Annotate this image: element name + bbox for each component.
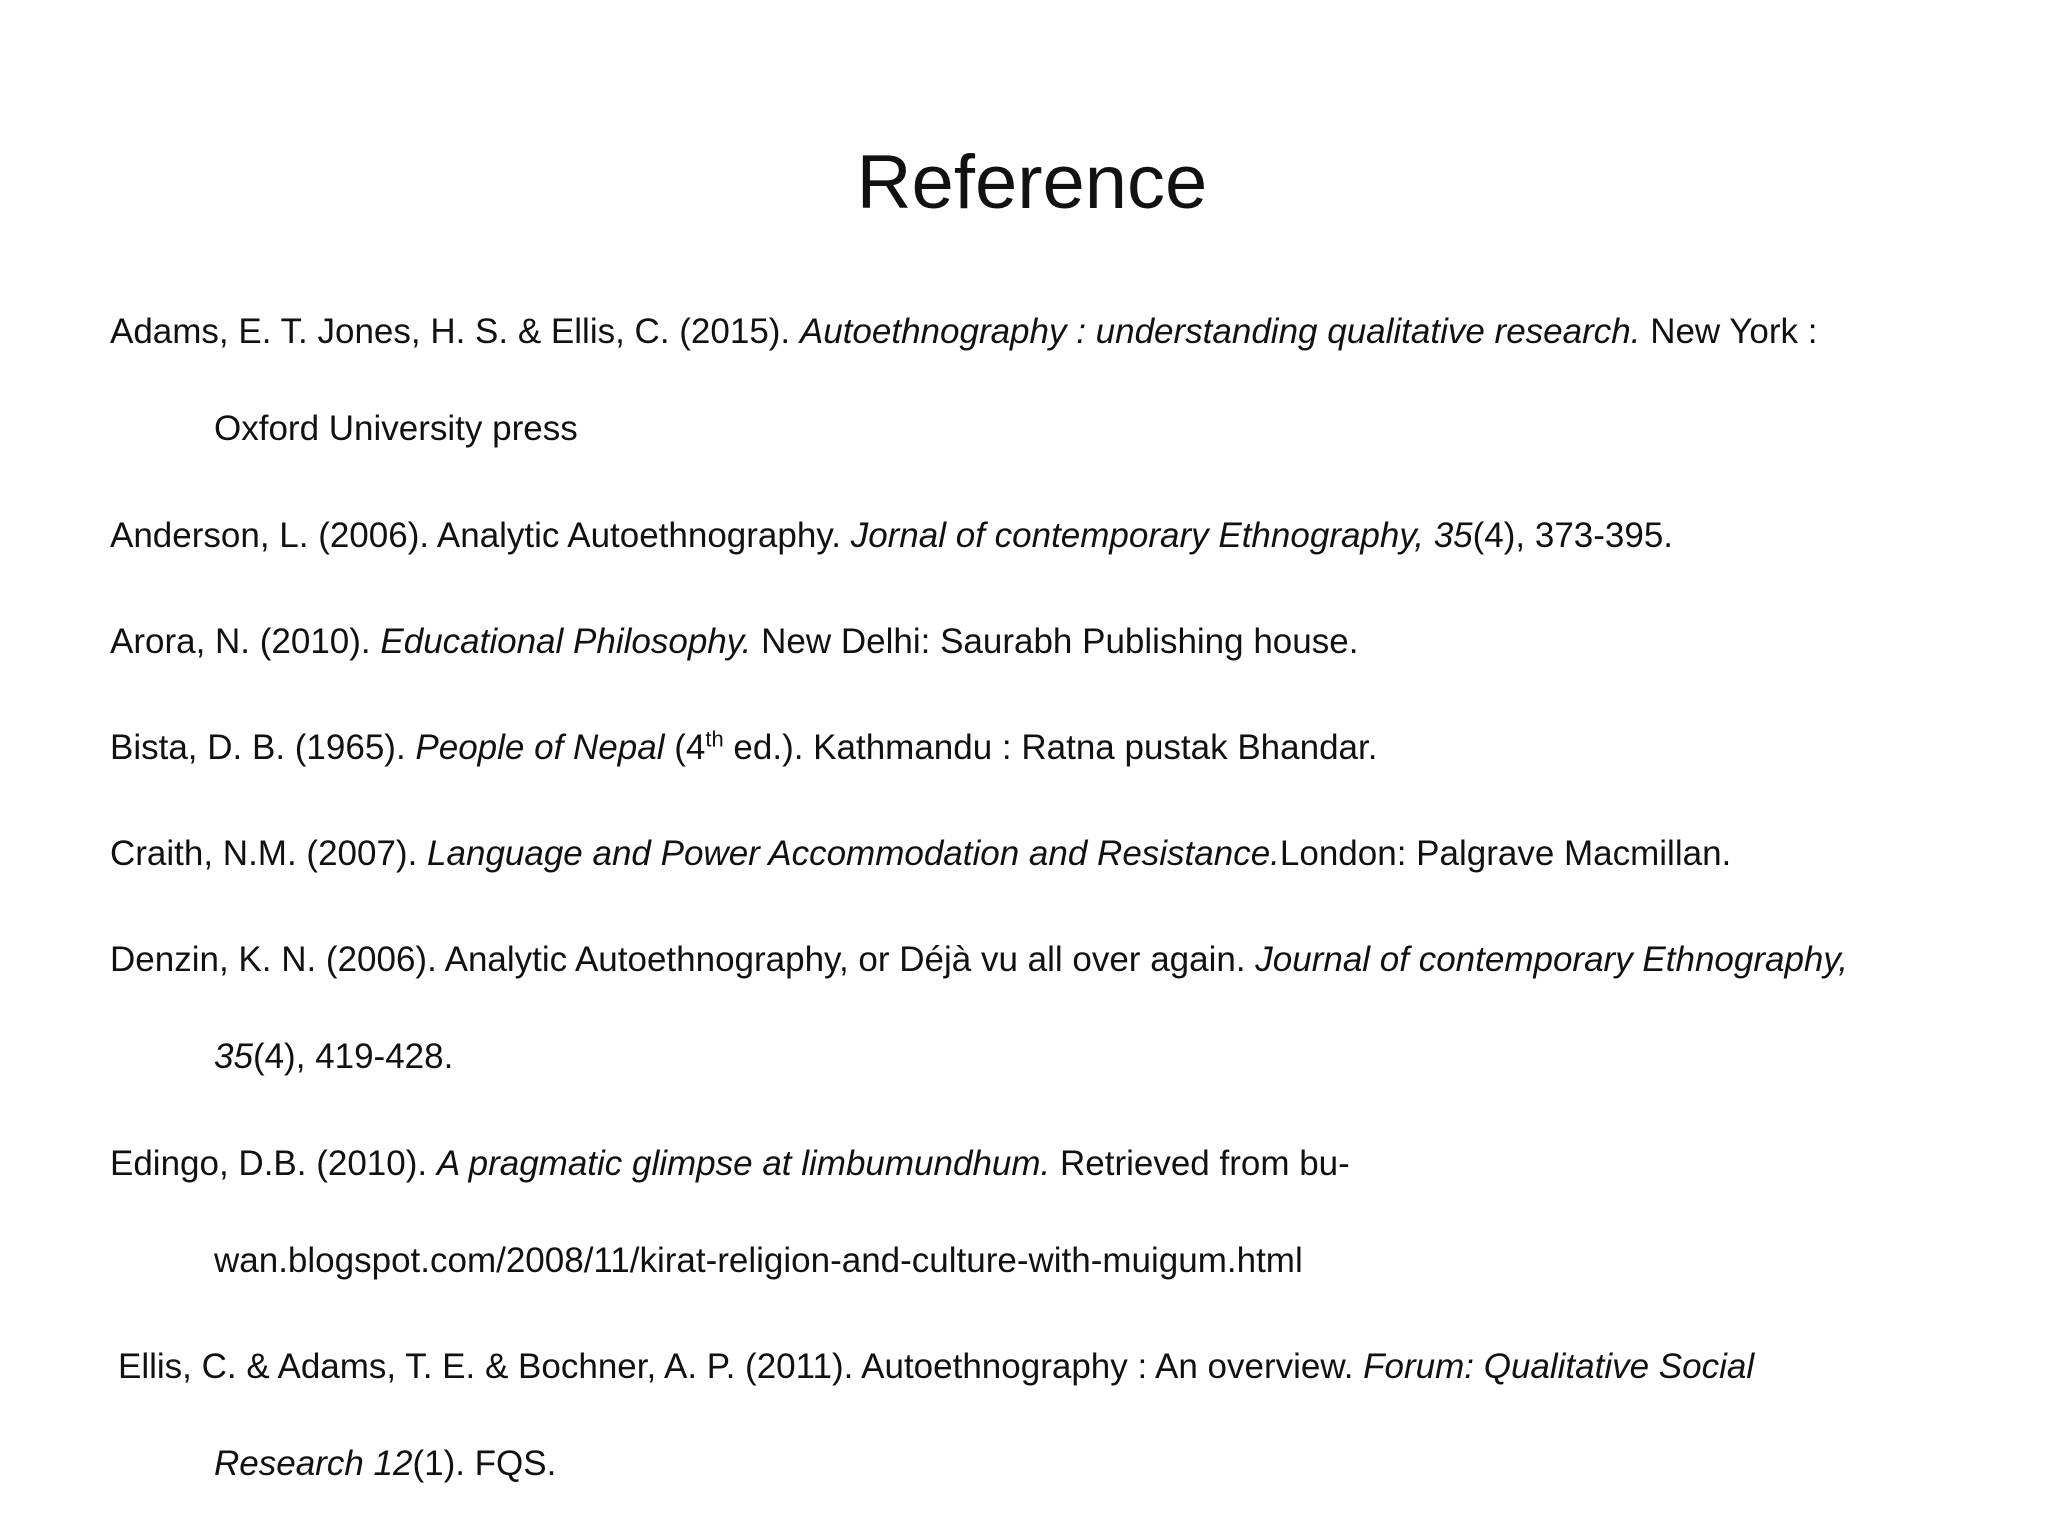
reference-5-line-1: Craith, N.M. (2007). Language and Power Accommodation and Resistance.London: Palgrave Macmillan. [110, 834, 1732, 873]
reference-2-line-1: Anderson, L. (2006). Analytic Autoethnography. Jornal of contemporary Ethnography, 35(4), 373-395. [110, 516, 1674, 555]
reference-8-line-2: Research 12(1). FQS. [214, 1444, 557, 1483]
reference-8-line-1: Ellis, C. & Adams, T. E. & Bochner, A. P. (2011). Autoethnography : An overview. Forum: Qualitative Social [118, 1347, 1755, 1386]
slide-title: Reference [856, 140, 1208, 225]
reference-1-line-1: Adams, E. T. Jones, H. S. & Ellis, C. (2015). Autoethnography : understanding qualitative research. New York : [110, 312, 1818, 351]
reference-6-line-1: Denzin, K. N. (2006). Analytic Autoethnography, or Déjà vu all over again. Journal of contemporary Ethnography, [110, 940, 1849, 979]
reference-4-line-1: Bista, D. B. (1965). People of Nepal (4th ed.). Kathmandu : Ratna pustak Bhandar. [110, 726, 1378, 767]
reference-7-line-2: wan.blogspot.com/2008/11/kirat-religion-and-culture-with-muigum.html [214, 1241, 1303, 1280]
reference-3-line-1: Arora, N. (2010). Educational Philosophy. New Delhi: Saurabh Publishing house. [110, 622, 1359, 661]
reference-1-line-2: Oxford University press [214, 409, 578, 448]
reference-6-line-2: 35(4), 419-428. [214, 1037, 454, 1076]
reference-7-line-1: Edingo, D.B. (2010). A pragmatic glimpse at limbumundhum. Retrieved from bu- [110, 1144, 1350, 1183]
